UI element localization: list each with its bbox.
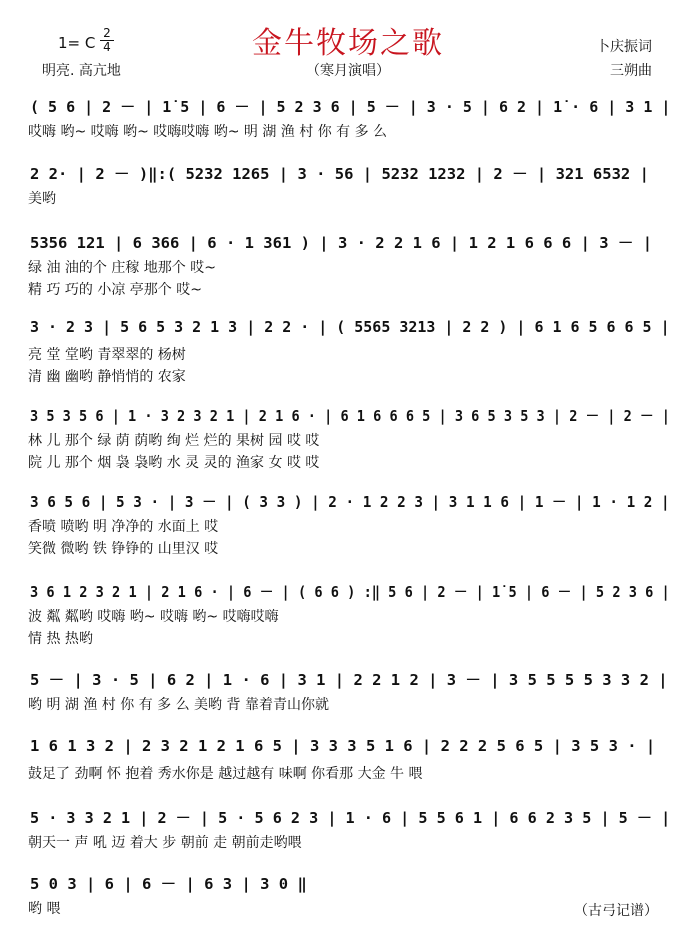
notation-line: ( 5 6 | 2 － | 1̇ 5 | 6 － | 5 2 3 6 | 5 － | 3 · 5 | 6 2 | 1̇ · 6 | 3 1 | <box>30 98 671 116</box>
notation-line: 1 6 1 3 2 | 2 3 2 1 2 1 6 5 | 3 3 3 5 1 6 | 2 2 2 5 6 5 | 3 5 3 · | <box>30 737 656 755</box>
song-title: 金牛牧场之歌 <box>252 26 444 61</box>
notation-line: 3 · 2 3 | 5 6 5 3 2 1 3 | 2 2 · | ( 5565 3213 | 2 2 ) | 6 1 6 5 6 6 5 | <box>30 318 670 336</box>
notation-line: 3 5 3 5 6 | 1 · 3 2 3 2 1 | 2 1 6 · | 6 1 6 6 6 5 | 3 6 5 3 5 3 | 2 － | 2 － | <box>30 407 670 425</box>
lyric-line: 笑微 微哟 铁 铮铮的 山里汉 哎 <box>28 541 219 557</box>
key-signature: 1= C <box>58 34 96 52</box>
notation-line: 5 · 3 3 2 1 | 2 － | 5 · 5 6 2 3 | 1 · 6 | 5 5 6 1 | 6 6 2 3 5 | 5 － | <box>30 809 671 827</box>
lyric-line: 波 粼 粼哟 哎嗨 哟~ 哎嗨 哟~ 哎嗨哎嗨 <box>28 609 279 625</box>
lyric-line: 鼓足了 劲啊 怀 抱着 秀水你是 越过越有 味啊 你看那 大金 牛 喂 <box>28 766 423 782</box>
lyric-line: 情 热 热哟 <box>28 631 93 647</box>
transcriber-credit: （古弓记谱） <box>574 903 658 919</box>
time-top: 2 <box>103 26 111 40</box>
lyric-line: 清 幽 幽哟 静悄悄的 农家 <box>28 369 186 385</box>
notation-line: 5 0 3 | 6 | 6 － | 6 3 | 3 0 ‖ <box>30 875 307 893</box>
singer: （寒月演唱） <box>306 63 390 79</box>
lyric-line: 哟 明 湖 渔 村 你 有 多 么 美哟 背 靠着青山你就 <box>28 697 329 713</box>
lyric-line: 哎嗨 哟~ 哎嗨 哟~ 哎嗨哎嗨 哟~ 明 湖 渔 村 你 有 多 么 <box>28 124 388 140</box>
time-bottom: 4 <box>103 40 111 54</box>
composer: 三朔曲 <box>610 63 652 79</box>
lyric-line: 绿 油 油的个 庄稼 地那个 哎~ <box>28 260 216 276</box>
notation-line: 5356 121 | 6 366 | 6 · 1 361 ) | 3 · 2 2 1 6 | 1 2 1 6 6 6 | 3 － | <box>30 234 653 252</box>
tempo-style: 明亮. 高亢地 <box>42 63 121 79</box>
notation-line: 5 － | 3 · 5 | 6 2 | 1 · 6 | 3 1 | 2 2 1 2 | 3 － | 3 5 5 5 5 3 3 2 | <box>30 671 668 689</box>
notation-line: 2 2· | 2 － )‖:( 5232 1265 | 3 · 56 | 5232 1232 | 2 － | 321 6532 | <box>30 165 649 183</box>
lyric-line: 哟 喂 <box>28 901 61 917</box>
lyric-line: 院 儿 那个 烟 袅 袅哟 水 灵 灵的 渔家 女 哎 哎 <box>28 455 320 471</box>
time-signature <box>100 28 114 53</box>
lyric-line: 林 儿 那个 绿 荫 荫哟 绚 烂 烂的 果树 园 哎 哎 <box>28 433 320 449</box>
lyric-line: 朝天一 声 吼 迈 着大 步 朝前 走 朝前走哟喂 <box>28 835 302 851</box>
lyric-line: 美哟 <box>28 191 56 207</box>
lyric-line: 香喷 喷哟 明 净净的 水面上 哎 <box>28 519 219 535</box>
lyric-line: 精 巧 巧的 小凉 亭那个 哎~ <box>28 282 202 298</box>
notation-line: 3 6 1 2 3 2 1 | 2 1 6 · | 6 － | ( 6 6 ) :‖ 5 6 | 2 － | 1̇ 5 | 6 － | 5 2 3 6 | <box>30 583 670 601</box>
lyricist: 卜庆振词 <box>596 39 652 55</box>
lyric-line: 亮 堂 堂哟 青翠翠的 杨树 <box>28 347 186 363</box>
notation-line: 3 6 5 6 | 5 3 · | 3 － | ( 3 3 ) | 2 · 1 2 2 3 | 3 1 1 6 | 1 － | 1 · 1 2 | <box>30 493 670 511</box>
